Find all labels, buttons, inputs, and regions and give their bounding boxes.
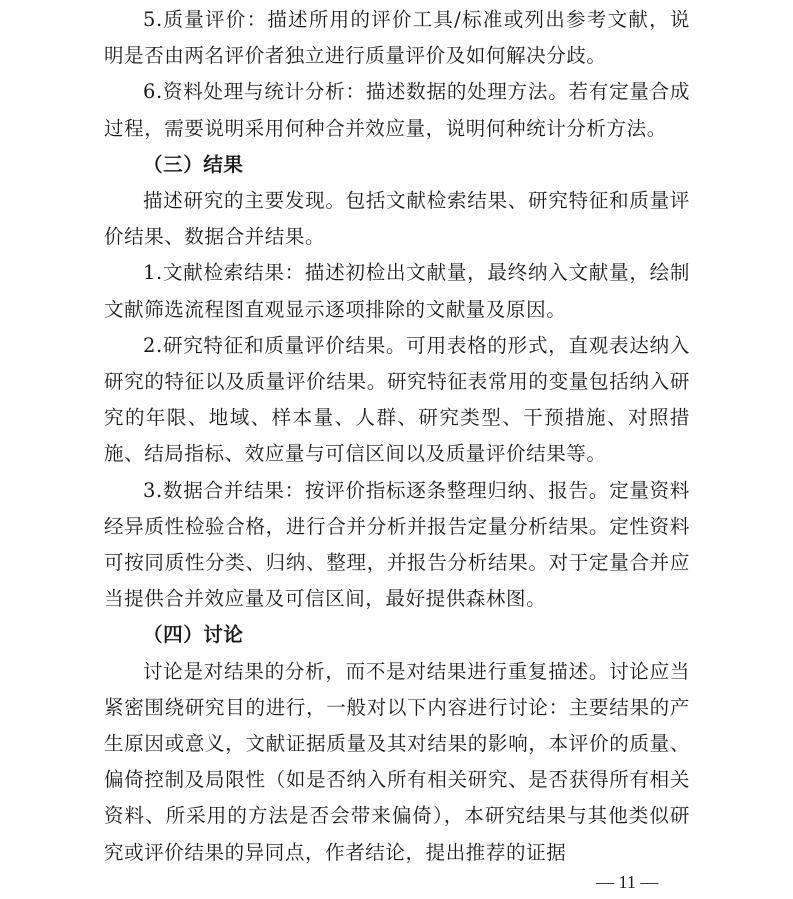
section-heading-results: （三）结果	[143, 152, 244, 176]
paragraph-data-analysis: 6.资料处理与统计分析：描述数据的处理方法。若有定量合成过程，需要说明采用何种合并效应量，说明何种统计分析方法。	[104, 80, 690, 140]
section-heading-discussion: （四）讨论	[143, 623, 244, 647]
page-number: — 11 —	[596, 872, 659, 892]
paragraph-study-characteristics: 2.研究特征和质量评价结果。可用表格的形式，直观表达纳入研究的特征以及质量评价结果。研究特征表常用的变量包括纳入研究的年限、地域、样本量、人群、研究类型、干预措施、对照措施、结局指标、效应量与可信区间以及质量评价结果等。	[104, 333, 690, 466]
paragraph-results-intro: 描述研究的主要发现。包括文献检索结果、研究特征和质量评价结果、数据合并结果。	[104, 189, 690, 249]
paragraph-search-results: 1.文献检索结果：描述初检出文献量，最终纳入文献量，绘制文献筛选流程图直观显示逐项排除的文献量及原因。	[104, 261, 690, 321]
paragraph-data-synthesis: 3.数据合并结果：按评价指标逐条整理归纳、报告。定量资料经异质性检验合格，进行合并分析并报告定量分析结果。定性资料可按同质性分类、归纳、整理，并报告分析结果。对于定量合并应当提供合并效应量及可信区间，最好提供森林图。	[104, 478, 690, 611]
paragraph-quality-assessment: 5.质量评价：描述所用的评价工具/标准或列出参考文献，说明是否由两名评价者独立进行质量评价及如何解决分歧。	[104, 8, 690, 68]
document-body	[104, 2, 690, 871]
paragraph-discussion: 讨论是对结果的分析，而不是对结果进行重复描述。讨论应当紧密围绕研究目的进行，一般对以下内容进行讨论：主要结果的产生原因或意义，文献证据质量及其对结果的影响，本评价的质量、偏倚控制及局限性（如是否纳入所有相关研究、是否获得所有相关资料、所采用的方法是否会带来偏倚），本研究结果与其他类似研究或评价结果的异同点，作者结论，提出推荐的证据	[104, 659, 690, 864]
